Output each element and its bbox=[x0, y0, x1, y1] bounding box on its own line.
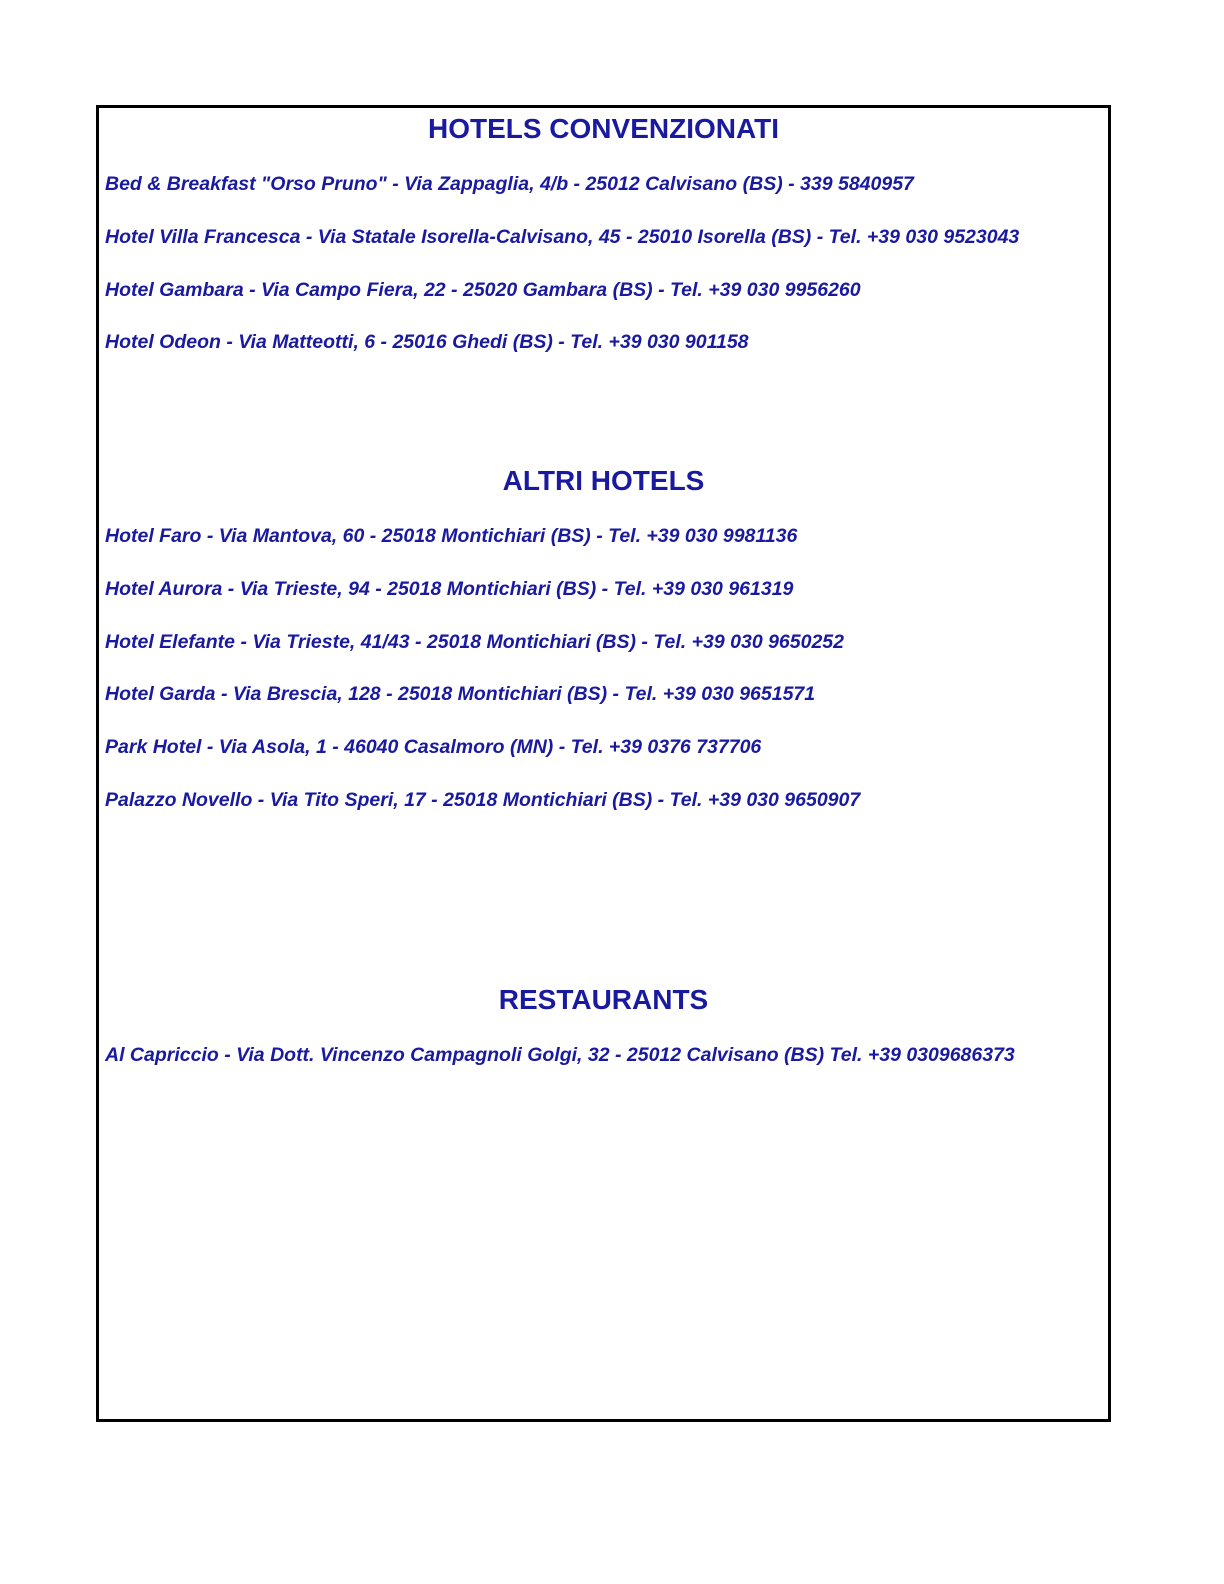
section-title-hotels-convenzionati: HOTELS CONVENZIONATI bbox=[427, 113, 780, 144]
restaurant-entry-al-capriccio: Al Capriccio - Via Dott. Vincenzo Campagnoli Golgi, 32 - 25012 Calvisano (BS) Tel. +39 0309686373 bbox=[105, 1044, 1015, 1066]
hotel-entry-gambara: Hotel Gambara - Via Campo Fiera, 22 - 25020 Gambara (BS) - Tel. +39 030 9956260 bbox=[105, 279, 861, 301]
hotel-entry-garda: Hotel Garda - Via Brescia, 128 - 25018 Montichiari (BS) - Tel. +39 030 9651571 bbox=[105, 683, 816, 705]
hotel-entry-palazzo-novello: Palazzo Novello - Via Tito Speri, 17 - 25018 Montichiari (BS) - Tel. +39 030 9650907 bbox=[105, 789, 861, 811]
hotel-entry-faro: Hotel Faro - Via Mantova, 60 - 25018 Montichiari (BS) - Tel. +39 030 9981136 bbox=[105, 525, 798, 547]
hotel-entry-park-hotel: Park Hotel - Via Asola, 1 - 46040 Casalmoro (MN) - Tel. +39 0376 737706 bbox=[105, 736, 762, 758]
listing-frame bbox=[96, 105, 1111, 1422]
hotel-entry-orso-pruno: Bed & Breakfast "Orso Pruno" - Via Zappaglia, 4/b - 25012 Calvisano (BS) - 339 5840957 bbox=[105, 173, 914, 195]
hotel-entry-aurora: Hotel Aurora - Via Trieste, 94 - 25018 Montichiari (BS) - Tel. +39 030 961319 bbox=[105, 578, 794, 600]
section-title-altri-hotels: ALTRI HOTELS bbox=[502, 465, 705, 496]
hotel-entry-villa-francesca: Hotel Villa Francesca - Via Statale Isorella-Calvisano, 45 - 25010 Isorella (BS) - Tel. +39 030 9523043 bbox=[105, 226, 1020, 248]
hotel-entry-odeon: Hotel Odeon - Via Matteotti, 6 - 25016 Ghedi (BS) - Tel. +39 030 901158 bbox=[105, 331, 749, 353]
section-title-restaurants: RESTAURANTS bbox=[498, 984, 709, 1015]
hotel-entry-elefante: Hotel Elefante - Via Trieste, 41/43 - 25018 Montichiari (BS) - Tel. +39 030 9650252 bbox=[105, 631, 844, 653]
